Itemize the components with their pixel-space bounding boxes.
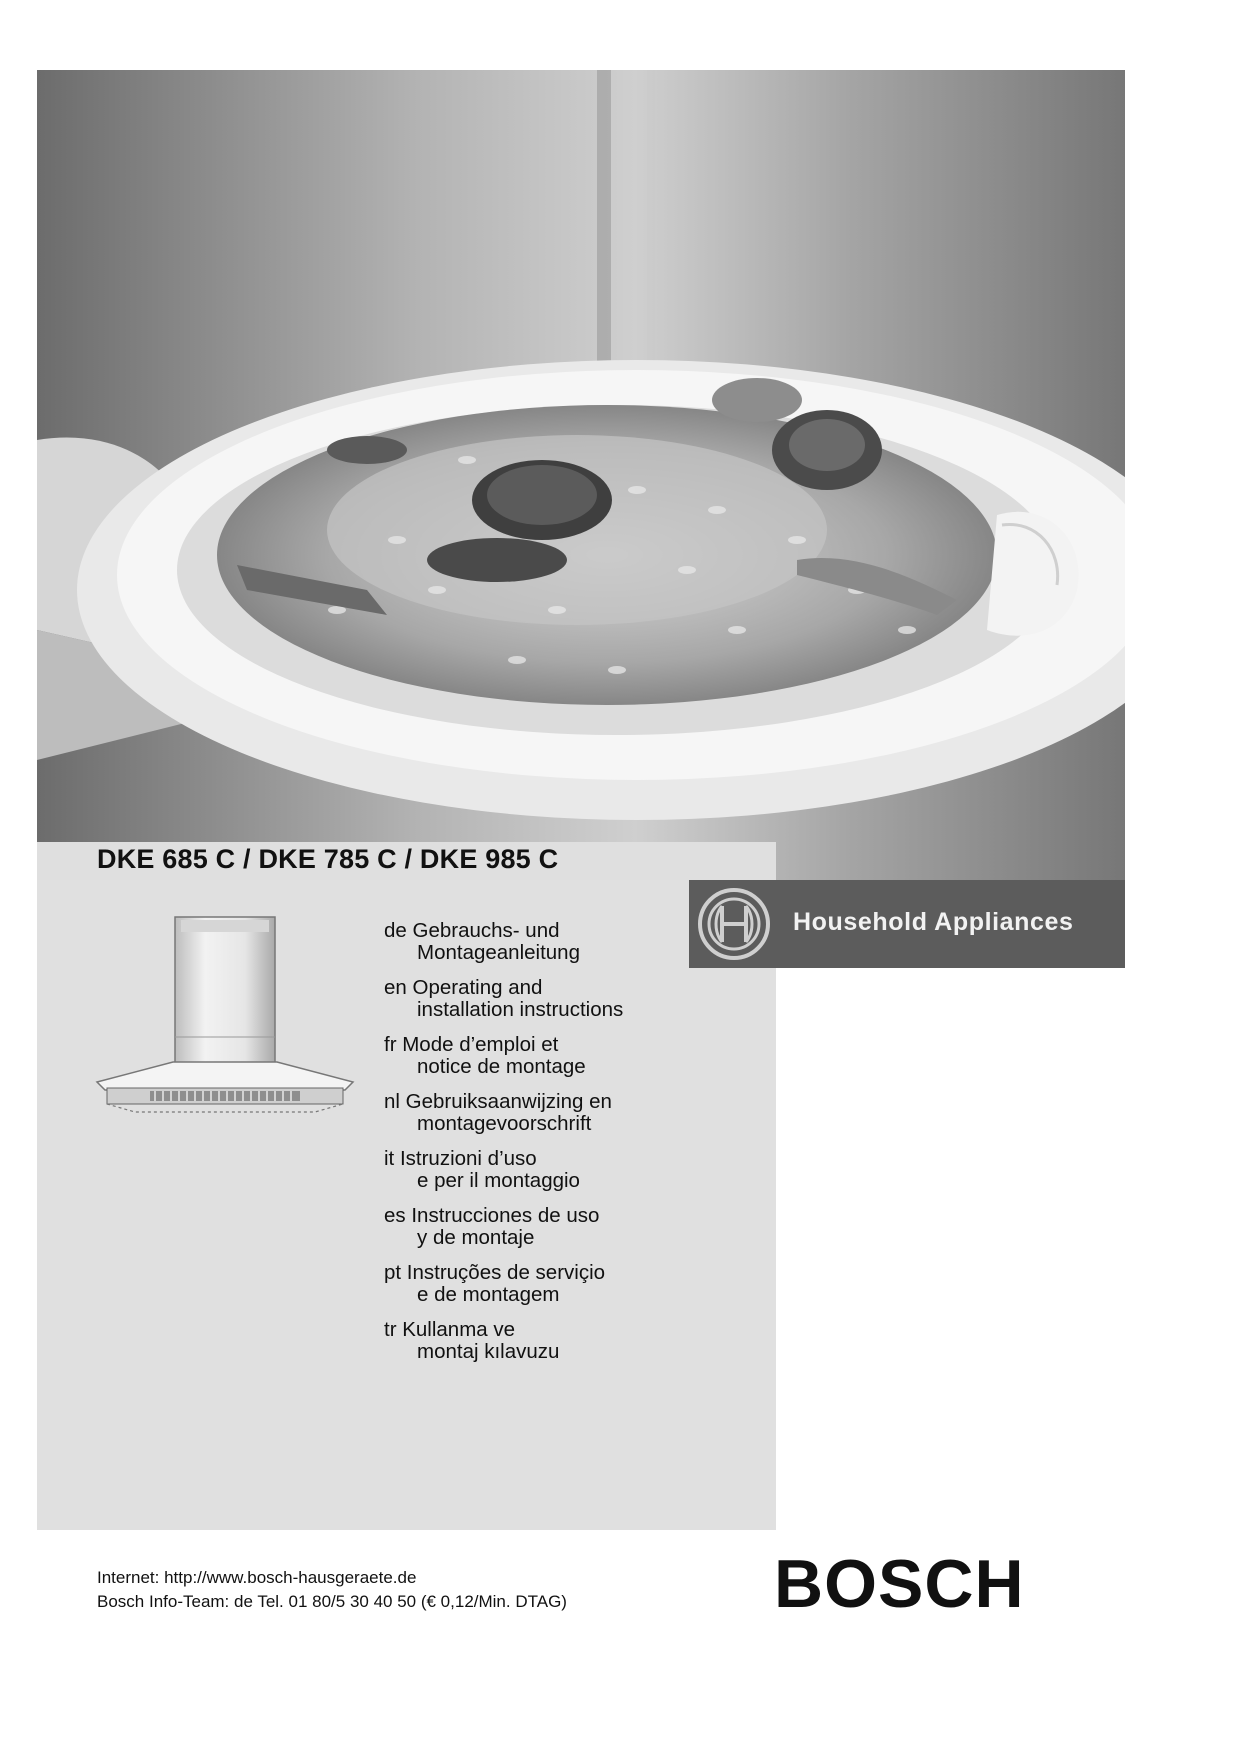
language-item-tr xyxy=(384,1319,764,1363)
brand-band-text: Household Appliances xyxy=(793,908,1074,936)
language-subtitle: e per il montaggio xyxy=(417,1169,580,1192)
language-title: en Operating and xyxy=(384,976,543,999)
language-item-pt xyxy=(384,1262,764,1306)
internet-link[interactable]: Internet: http://www.bosch-hausgeraete.de xyxy=(97,1568,417,1587)
language-title: de Gebrauchs- und xyxy=(384,919,560,942)
language-subtitle: notice de montage xyxy=(417,1055,586,1078)
cover-photo xyxy=(37,70,1125,880)
chimney-hood-illustration xyxy=(95,912,360,1117)
language-list xyxy=(384,920,764,1376)
language-item-nl xyxy=(384,1091,764,1135)
info-team-phone: Bosch Info-Team: de Tel. 01 80/5 30 40 50 (€ 0,12/Min. DTAG) xyxy=(97,1592,567,1611)
footer-contact xyxy=(97,1566,567,1614)
language-subtitle: Montageanleitung xyxy=(417,941,580,964)
language-item-it xyxy=(384,1148,764,1192)
plate-of-paella-photo xyxy=(37,70,1125,880)
model-title: DKE 685 C / DKE 785 C / DKE 985 C xyxy=(97,844,559,874)
language-subtitle: montaj kılavuzu xyxy=(417,1340,560,1363)
bosch-wordmark-logo: BOSCH xyxy=(774,1546,1025,1622)
language-title: nl Gebruiksaanwijzing en xyxy=(384,1090,612,1113)
language-title: es Instrucciones de uso xyxy=(384,1204,600,1227)
language-title: fr Mode d’emploi et xyxy=(384,1033,559,1056)
language-subtitle: montagevoorschrift xyxy=(417,1112,592,1135)
language-title: tr Kullanma ve xyxy=(384,1318,516,1341)
language-item-de xyxy=(384,920,764,964)
language-subtitle: e de montagem xyxy=(417,1283,560,1306)
language-title: it Istruzioni d’uso xyxy=(384,1147,537,1170)
language-subtitle: y de montaje xyxy=(417,1226,535,1249)
language-item-en xyxy=(384,977,764,1021)
language-subtitle: installation instructions xyxy=(417,998,624,1021)
language-item-es xyxy=(384,1205,764,1249)
language-title: pt Instruções de serviçio xyxy=(384,1261,606,1284)
language-item-fr xyxy=(384,1034,764,1078)
